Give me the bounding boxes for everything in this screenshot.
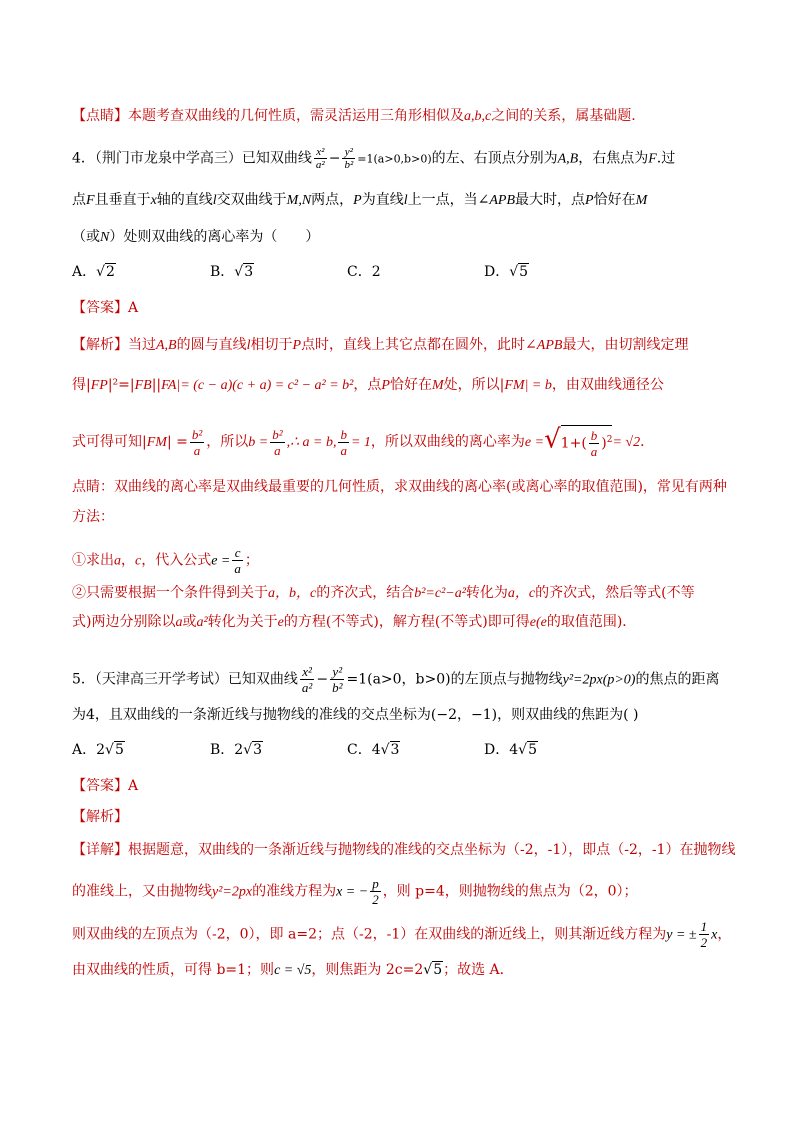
e3-frac2-num: b² — [272, 426, 283, 442]
x2b: y²=2px — [212, 884, 253, 900]
e3-frac-b2a — [190, 427, 204, 458]
q5-l2: 为4，且双曲线的一条渐近线与抛物线的准线的交点坐标为(−2，−1)，则双曲线的焦距为( ) — [72, 707, 639, 723]
e2l: | = b — [524, 378, 552, 393]
m1b: a — [114, 553, 121, 569]
m3b: a — [175, 615, 183, 630]
e1d: 点时，直线上其它点都在圆外，此时∠ — [301, 337, 537, 353]
q5-frac-x-den: a² — [301, 680, 313, 695]
m1g: ； — [244, 552, 259, 569]
e2j: 处，所以| — [443, 377, 505, 393]
e3-frac-ba-den: a — [340, 442, 347, 458]
q5-option-d-rad: 5 — [528, 742, 537, 758]
q4-number: 4． — [72, 150, 95, 167]
q4-option-c-label: C．2 — [347, 264, 381, 280]
q4-l2apb: APB — [489, 193, 516, 208]
dianjing-text: 本题考查双曲线的几何性质，需灵活运用三角形相似及 — [128, 108, 464, 124]
e3e: b = — [248, 435, 269, 450]
q4-option-a-rad: 2 — [106, 264, 115, 280]
m3i: 的取值范围)． — [546, 614, 637, 630]
q4-l2f: 为直线 — [361, 192, 404, 208]
m1-frac-den: a — [234, 561, 241, 576]
q5-line-2 — [72, 705, 638, 725]
dianjing2-line-1 — [72, 477, 727, 497]
q4-l2i: 恰好在 — [593, 192, 636, 208]
x2a: 的准线上，又由抛物线 — [72, 883, 212, 900]
q4-frac-x-den: a² — [315, 159, 325, 171]
q4-source: （荆门市龙泉中学高三） — [94, 150, 242, 167]
q4-l2-F: F — [86, 193, 95, 208]
q5-answer-tag: 【答案】 — [72, 778, 128, 794]
x2e: ，则 p=4，则抛物线的焦点为（2，0）； — [382, 883, 638, 900]
e2g: |= (c − a)(c + a) = c² − a² = b² — [176, 378, 354, 393]
m3e: 转化为关于 — [207, 614, 278, 630]
q5-line-1: 5．（天津高三开学考试）已知双曲线 $\frac{\text{x²}}{\text{a²}}$ − $\frac{\text{y²}}{\text{b²}}$ =1(a>0，b>0)的左顶点与抛物线y²=2px(p>0)的焦点的距离 — [72, 664, 720, 695]
m3g: 的方程(不等式)，解方程(不等式)即可得 — [283, 614, 530, 630]
e1b: 的圆与直线 — [176, 337, 247, 353]
e2a: 得| — [72, 377, 91, 393]
dianjing-vars: a,b,c — [464, 109, 492, 124]
e3d: ，所以 — [206, 434, 249, 450]
m2f: a，c — [507, 586, 536, 601]
m3c: 或 — [182, 614, 197, 630]
q4-option-b-sqrt: √3 — [234, 264, 254, 280]
m1f: e = — [211, 553, 231, 569]
q4-option-b-rad: 3 — [244, 264, 254, 280]
q5-answer — [72, 776, 138, 796]
e2m: ，由双曲线通径公 — [551, 377, 664, 393]
q4-frac-y-den: b² — [344, 159, 354, 171]
q4-l2c: 轴的直线 — [156, 192, 213, 208]
q4-text-c: ，右焦点为 — [578, 150, 649, 167]
e3-sqrt-frac — [589, 428, 600, 459]
x3-frac-den: 2 — [700, 935, 708, 950]
q5-jiexi — [72, 807, 128, 827]
x3-frac-num: 1 — [700, 919, 708, 934]
q5-option-c[interactable] — [347, 740, 400, 760]
m2e: 转化为 — [465, 585, 508, 601]
q5-frac-y-num: y² — [330, 664, 344, 680]
m3h: e(e — [529, 615, 547, 630]
x2-frac — [370, 876, 381, 907]
q5-jiexi-tag: 【解析】 — [72, 809, 128, 825]
q4-frac-y — [342, 146, 355, 171]
x2-frac-num: p — [372, 876, 379, 891]
q5-answer-value: A — [128, 778, 139, 794]
q5-text-d: 的焦点的距离 — [635, 671, 720, 688]
q5-option-d-label: D．4 — [484, 742, 519, 758]
q5-source: （天津高三开学考试） — [94, 671, 228, 688]
q4-answer-value: A — [128, 300, 139, 316]
m2c: 的齐次式，结合 — [316, 585, 415, 601]
method-1 — [72, 545, 259, 576]
q4-exp-line-3 — [72, 425, 654, 459]
e2d: FB — [134, 378, 152, 393]
x3b: y = ± — [666, 927, 697, 943]
q5-frac-x — [300, 664, 314, 695]
q5-option-c-label: C．4 — [347, 742, 381, 758]
q5-text-c: y²=2px(p>0) — [562, 672, 636, 688]
method-2 — [72, 583, 695, 604]
x3d: ， — [717, 926, 732, 943]
q5-option-c-sqrt: √3 — [380, 742, 400, 758]
e3j: = √2 — [612, 435, 641, 450]
dianjing-end: 之间的关系，属基础题. — [491, 108, 636, 124]
q4-l2P: P — [353, 193, 362, 208]
q4-option-d[interactable] — [484, 262, 529, 282]
e2-P: P — [381, 378, 390, 393]
xiangjie-line-4 — [72, 960, 514, 981]
e3-frac-b2a-2 — [270, 427, 284, 458]
e3i: e = — [524, 435, 545, 450]
q5-text-b: =1(a>0，b>0)的左顶点与抛物线 — [346, 671, 563, 688]
q4-l2b: 且垂直于 — [94, 192, 151, 208]
m1-frac-num: c — [232, 545, 243, 561]
e2k: FM — [504, 378, 525, 393]
e3-sqrt-pow: 2 — [606, 434, 613, 445]
q4-frac-x-num: x² — [314, 146, 327, 159]
q4-text-d: .过 — [656, 150, 676, 167]
q5-option-b-label: B．2 — [210, 742, 244, 758]
x3a: 则双曲线的左顶点为（-2，0），即 a=2；点（-2，-1）在双曲线的渐近线上，则其渐近线方程为 — [72, 926, 667, 943]
q4-l2M: M — [635, 193, 648, 208]
dianjing2-line-2 — [72, 507, 114, 527]
q4-l2h: 最大时，点 — [515, 192, 586, 208]
q4-option-a[interactable] — [72, 262, 116, 282]
e3-frac-b2a-num: b² — [191, 426, 203, 442]
q5-option-d-sqrt: √5 — [518, 742, 537, 758]
m2b: a，b，c — [268, 586, 317, 601]
q4-text-a: 已知双曲线 — [241, 150, 312, 167]
q4-l2d: 交双曲线于 — [216, 192, 287, 208]
q4-l3b: ）处则双曲线的离心率为（ ） — [109, 229, 320, 245]
q4-l3N: N — [100, 230, 110, 245]
e1c: 相切于 — [250, 337, 293, 353]
q5-option-a[interactable] — [72, 740, 125, 760]
dianjing-tag: 【点睛】 — [72, 108, 128, 124]
e2-M: M — [431, 378, 444, 393]
e3g: = 1 — [350, 435, 371, 450]
e2i: 恰好在 — [389, 377, 432, 393]
e1-apb: APB — [536, 338, 563, 353]
q4-option-c[interactable] — [347, 262, 381, 282]
xiangjie-line-3 — [72, 919, 731, 950]
q4-l2mn: M,N — [286, 193, 312, 208]
x2d: x = − — [336, 884, 369, 900]
e3-sqrt-body: 1+( $\frac{b}{a}$ )$^2$ — [561, 425, 613, 459]
e1e: 最大，由切割线定理 — [562, 337, 689, 353]
e3a: 式可得可知| — [72, 434, 147, 450]
m3a: 式)两边分别除以 — [72, 614, 176, 630]
e1a: 当过 — [128, 337, 156, 353]
e3-sqrt-symbol: √ — [544, 424, 561, 455]
e2h: ，点 — [353, 377, 382, 393]
q5-option-d[interactable] — [484, 740, 538, 760]
e3-frac-ba — [338, 427, 349, 458]
x4-sqrt: √5 — [423, 962, 443, 978]
x3c: x — [711, 927, 718, 943]
q4-ab: A,B — [557, 151, 579, 167]
e2f: FA — [161, 378, 177, 393]
q4-l2e: 两点， — [311, 192, 354, 208]
e1-l: l — [246, 338, 251, 353]
e3-big-sqrt — [544, 425, 612, 459]
x3-frac — [699, 919, 710, 950]
e3-sqrt-frac-num: b — [590, 428, 598, 443]
q5-frac-y — [330, 664, 344, 695]
q4-option-d-sqrt: √5 — [509, 264, 529, 280]
x4a: 由双曲线的性质，可得 b=1；则 — [72, 962, 275, 978]
e2e: || — [151, 377, 162, 393]
m2d: b²=c²−a² — [414, 586, 466, 601]
dj2: 方法： — [72, 509, 114, 525]
dj1: 点睛：双曲线的离心率是双曲线最重要的几何性质，求双曲线的离心率(或离心率的取值范围)，常见有两种 — [72, 479, 727, 495]
q4-exp-line-1 — [72, 335, 688, 356]
q4-l2l-2: l — [403, 193, 408, 208]
q4-exp-tag: 【解析】 — [72, 337, 128, 353]
e3-frac-ba-num: b — [340, 426, 347, 442]
dianjing-line — [72, 106, 636, 127]
e3h: ，所以双曲线的离心率为 — [370, 434, 525, 450]
q5-option-a-rad: 5 — [114, 742, 124, 758]
m1c: ， — [121, 552, 135, 569]
q5-option-c-rad: 3 — [390, 742, 400, 758]
q5-frac-y-den: b² — [332, 680, 343, 695]
e3-sqrt-frac-den: a — [590, 444, 598, 459]
q4-text-b: 的左、右顶点分别为 — [431, 150, 558, 167]
e3f: ,∴ a = b, — [286, 435, 337, 450]
m1d: c — [135, 553, 142, 569]
e1-ab: A,B — [156, 338, 177, 353]
m3f: e — [277, 615, 284, 630]
q4-l2a: 点 — [72, 192, 86, 208]
q4-line-2 — [72, 190, 647, 211]
q5-option-a-sqrt: √5 — [105, 742, 124, 758]
q4-l2x: x — [150, 193, 157, 208]
q4-option-b[interactable] — [210, 262, 254, 282]
x2-frac-den: 2 — [372, 892, 379, 907]
x4c: ，则焦距为 2c=2 — [311, 962, 424, 978]
x4b: c = √5 — [274, 963, 312, 978]
q4-option-d-label: D． — [484, 264, 510, 280]
q4-option-a-sqrt: √2 — [96, 264, 115, 280]
q5-text-a: 已知双曲线 — [227, 671, 298, 688]
q4-l2g: 上一点，当∠ — [407, 192, 490, 208]
e2c: |²=| — [107, 377, 135, 393]
q4-line-1: 4．（荆门市龙泉中学高三）已知双曲线 $\frac{\text{x²}}{\text{a²}}$ − $\frac{\text{y²}}{\text{b²}}$ =1(a>0,b>0)的左、右顶点分别为A,B，右焦点为F.过 — [72, 146, 676, 171]
q4-cond: =1(a>0,b>0) — [357, 152, 432, 166]
method-2-cont — [72, 612, 636, 633]
q4-l2P-2: P — [585, 193, 594, 208]
q4-answer-tag: 【答案】 — [72, 300, 128, 316]
e3b: FM — [146, 435, 167, 450]
x4e: ；故选 A． — [443, 962, 514, 978]
x2c: 的准线方程为 — [252, 883, 337, 900]
m2g: 的齐次式，然后等式(不等 — [535, 585, 695, 601]
m2a: ②只需要根据一个条件得到关于 — [72, 585, 268, 601]
e2b: FP — [90, 378, 108, 393]
xiangjie-line-2 — [72, 876, 638, 907]
q4-option-a-label: A． — [72, 264, 97, 280]
q4-option-d-rad: 5 — [519, 264, 529, 280]
x1: 根据题意，双曲线的一条渐近线与抛物线的准线的交点坐标为（-2，-1），即点（-2，-1）在抛物线 — [128, 842, 736, 858]
q4-exp-line-2 — [72, 375, 664, 396]
q4-l3: （或 — [72, 229, 100, 245]
e1-P: P — [292, 338, 302, 353]
q5-option-a-label: A．2 — [72, 742, 106, 758]
q5-option-b-sqrt: √3 — [243, 742, 263, 758]
e3c: | = — [166, 434, 188, 450]
xiangjie-line-1 — [72, 840, 736, 860]
e3-frac2-den: a — [274, 442, 281, 458]
q5-number: 5． — [72, 671, 95, 688]
m1e: ，代入公式 — [141, 552, 212, 569]
q4-l2l: l — [212, 193, 217, 208]
q4-answer — [72, 298, 138, 318]
q4-line-3 — [72, 227, 319, 248]
m3d: a² — [196, 615, 208, 630]
m1a: ①求出 — [72, 552, 114, 569]
q4-frac-x — [314, 146, 327, 171]
e3-frac-b2a-den: a — [193, 442, 201, 458]
e3-sqrt-one: 1+ — [560, 435, 582, 452]
q4-F: F — [648, 151, 657, 167]
m1-frac — [232, 545, 243, 576]
x4-rad: 5 — [433, 962, 443, 978]
q5-option-b-rad: 3 — [253, 742, 263, 758]
q5-option-b[interactable] — [210, 740, 263, 760]
xiangjie-tag: 【详解】 — [72, 842, 128, 858]
q4-frac-y-num: y² — [342, 146, 355, 159]
e3k: ． — [640, 434, 655, 450]
q4-option-b-label: B． — [210, 264, 235, 280]
q5-frac-x-num: x² — [300, 664, 314, 680]
